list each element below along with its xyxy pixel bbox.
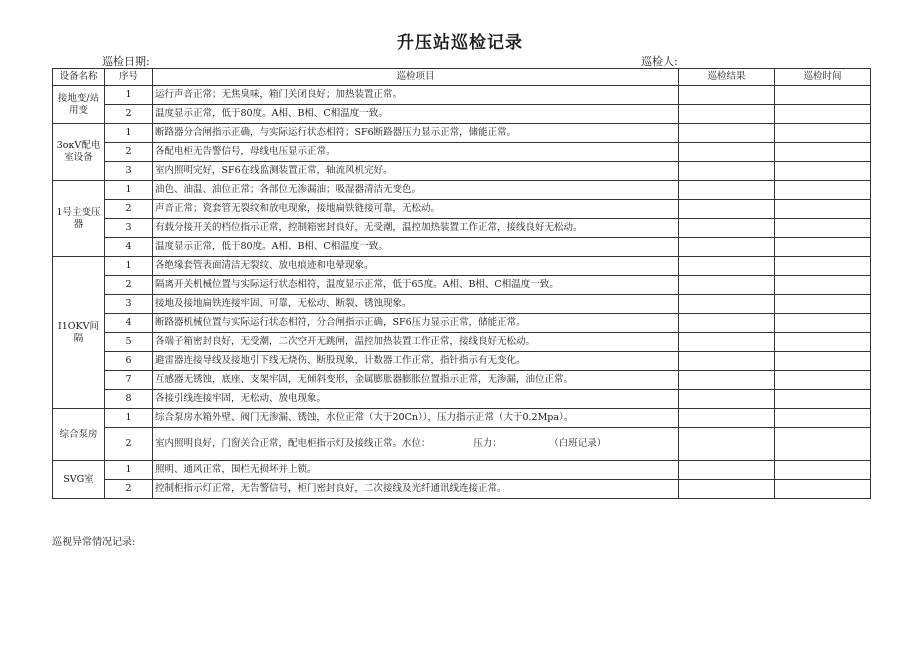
row-number: 3 <box>105 219 153 238</box>
table-row <box>53 200 871 219</box>
result-cell[interactable] <box>679 295 775 314</box>
time-cell[interactable] <box>775 461 871 480</box>
time-cell[interactable] <box>775 105 871 124</box>
time-cell[interactable] <box>775 480 871 499</box>
time-cell[interactable] <box>775 428 871 461</box>
table-row <box>53 105 871 124</box>
time-cell[interactable] <box>775 200 871 219</box>
inspection-item: 各绝缘套管表面清洁无裂纹、放电痕迹和电晕现象。 <box>153 257 679 276</box>
time-cell[interactable] <box>775 314 871 333</box>
time-cell[interactable] <box>775 162 871 181</box>
header-no: 序号 <box>105 69 153 86</box>
result-cell[interactable] <box>679 461 775 480</box>
inspection-item: 运行声音正常；无焦臭味，箱门关闭良好；加热装置正常。 <box>153 86 679 105</box>
table-row <box>53 143 871 162</box>
result-cell[interactable] <box>679 86 775 105</box>
time-cell[interactable] <box>775 371 871 390</box>
inspection-item: 有载分接开关的档位指示正常，控制箱密封良好，无受潮，温控加热装置工作正常，接线良好无松动。 <box>153 219 679 238</box>
inspection-item: 各配电柜无告警信号，母线电压显示正常。 <box>153 143 679 162</box>
result-cell[interactable] <box>679 124 775 143</box>
table-row <box>53 124 871 143</box>
table-row <box>53 257 871 276</box>
row-number: 2 <box>105 200 153 219</box>
inspection-item: 各端子箱密封良好，无受潮，二次空开无跳闸，温控加热装置工作正常，接线良好无松动。 <box>153 333 679 352</box>
table-row <box>53 390 871 409</box>
result-cell[interactable] <box>679 409 775 428</box>
table-row <box>53 86 871 105</box>
inspection-item: 声音正常；瓷套管无裂纹和放电现象，接地扁铁链接可靠，无松动。 <box>153 200 679 219</box>
result-cell[interactable] <box>679 200 775 219</box>
inspection-item: 接地及接地扁铁连接牢固、可靠，无松动、断裂、锈蚀现象。 <box>153 295 679 314</box>
row-number: 3 <box>105 162 153 181</box>
table-row <box>53 314 871 333</box>
time-cell[interactable] <box>775 409 871 428</box>
result-cell[interactable] <box>679 352 775 371</box>
device-name: 接地变/站用变 <box>53 86 105 124</box>
result-cell[interactable] <box>679 257 775 276</box>
row-number: 2 <box>105 276 153 295</box>
time-cell[interactable] <box>775 238 871 257</box>
time-cell[interactable] <box>775 143 871 162</box>
device-name: 3oκV配电室设备 <box>53 124 105 181</box>
row-number: 2 <box>105 428 153 461</box>
table-row <box>53 409 871 428</box>
result-cell[interactable] <box>679 480 775 499</box>
row-number: 1 <box>105 181 153 200</box>
time-cell[interactable] <box>775 219 871 238</box>
table-row <box>53 480 871 499</box>
time-cell[interactable] <box>775 257 871 276</box>
inspector-label: 巡检人: <box>641 55 678 68</box>
table-row <box>53 181 871 200</box>
result-cell[interactable] <box>679 333 775 352</box>
row-number: 5 <box>105 333 153 352</box>
inspection-item: 照明、通风正常，围栏无损坏并上锁。 <box>153 461 679 480</box>
inspection-item: 各接引线连接牢固，无松动、放电现象。 <box>153 390 679 409</box>
table-row <box>53 276 871 295</box>
result-cell[interactable] <box>679 143 775 162</box>
row-number: 1 <box>105 257 153 276</box>
header-device: 设备名称 <box>53 69 105 86</box>
table-row <box>53 219 871 238</box>
row-number: 2 <box>105 480 153 499</box>
header-time: 巡检时间 <box>775 69 871 86</box>
result-cell[interactable] <box>679 162 775 181</box>
result-cell[interactable] <box>679 238 775 257</box>
table-row <box>53 352 871 371</box>
row-number: 2 <box>105 143 153 162</box>
row-number: 1 <box>105 409 153 428</box>
row-number: 1 <box>105 86 153 105</box>
table-row <box>53 295 871 314</box>
device-name: 1号主变压器 <box>53 181 105 257</box>
inspection-item: 断路器机械位置与实际运行状态相符，分合闸指示正确，SF6压力显示正常，储能正常。 <box>153 314 679 333</box>
table-row <box>53 162 871 181</box>
result-cell[interactable] <box>679 181 775 200</box>
inspection-item: 避雷器连接导线及接地引下线无烧伤、断股现象，计数器工作正常，指针指示有无变化。 <box>153 352 679 371</box>
result-cell[interactable] <box>679 276 775 295</box>
inspection-item: 油色、油温、油位正常；各部位无渗漏油；吸湿器清洁无变色。 <box>153 181 679 200</box>
device-name: SVG室 <box>53 461 105 499</box>
device-name: 综合泵房 <box>53 409 105 461</box>
page-title: 升压站巡检记录 <box>397 33 523 53</box>
row-number: 1 <box>105 124 153 143</box>
inspection-date-label: 巡检日期: <box>102 55 150 68</box>
table-header-row <box>53 69 871 86</box>
result-cell[interactable] <box>679 219 775 238</box>
inspection-item: 温度显示正常，低于80度。A相、B相、C相温度一致。 <box>153 105 679 124</box>
row-number: 6 <box>105 352 153 371</box>
result-cell[interactable] <box>679 371 775 390</box>
row-number: 8 <box>105 390 153 409</box>
header-item: 巡检项目 <box>153 69 679 86</box>
header-result: 巡检结果 <box>679 69 775 86</box>
inspection-item: 隔离开关机械位置与实际运行状态相符，温度显示正常，低于65度。A相、B相、C相温度一致。 <box>153 276 679 295</box>
inspection-item: 综合泵房水箱外壁、阀门无渗漏、锈蚀，水位正常（大于20Cn）），压力指示正常（大于0.2Mpa）。 <box>153 409 679 428</box>
time-cell[interactable] <box>775 390 871 409</box>
time-cell[interactable] <box>775 124 871 143</box>
row-number: 4 <box>105 314 153 333</box>
table-row <box>53 333 871 352</box>
table-row <box>53 461 871 480</box>
inspection-item: 控制柜指示灯正常，无告警信号，柜门密封良好，二次接线及光纤通讯线连接正常。 <box>153 480 679 499</box>
inspection-table <box>52 68 871 499</box>
inspection-item: 室内照明完好，SF6在线监测装置正常，轴流风机完好。 <box>153 162 679 181</box>
table-row <box>53 371 871 390</box>
table-row <box>53 428 871 461</box>
time-cell[interactable] <box>775 276 871 295</box>
row-number: 2 <box>105 105 153 124</box>
result-cell[interactable] <box>679 314 775 333</box>
inspection-item: 室内照明良好，门窗关合正常，配电柜指示灯及接线正常。水位： 压力： （白班记录） <box>153 428 679 461</box>
result-cell[interactable] <box>679 428 775 461</box>
result-cell[interactable] <box>679 105 775 124</box>
time-cell[interactable] <box>775 333 871 352</box>
result-cell[interactable] <box>679 390 775 409</box>
row-number: 7 <box>105 371 153 390</box>
time-cell[interactable] <box>775 295 871 314</box>
time-cell[interactable] <box>775 352 871 371</box>
time-cell[interactable] <box>775 86 871 105</box>
row-number: 1 <box>105 461 153 480</box>
inspection-item: 互感器无锈蚀，底座、支架牢固，无倾斜变形，金属膨胀器膨胀位置指示正常，无渗漏，油位正常。 <box>153 371 679 390</box>
inspection-item: 温度显示正常，低于80度。A相、B相、C相温度一致。 <box>153 238 679 257</box>
device-name: I1OKV间隔 <box>53 257 105 409</box>
row-number: 3 <box>105 295 153 314</box>
inspection-item: 断路器分合闸指示正确，与实际运行状态相符；SF6断路器压力显示正常，储能正常。 <box>153 124 679 143</box>
time-cell[interactable] <box>775 181 871 200</box>
abnormal-remarks-label: 巡视异常情况记录: <box>52 537 136 548</box>
table-row <box>53 238 871 257</box>
row-number: 4 <box>105 238 153 257</box>
